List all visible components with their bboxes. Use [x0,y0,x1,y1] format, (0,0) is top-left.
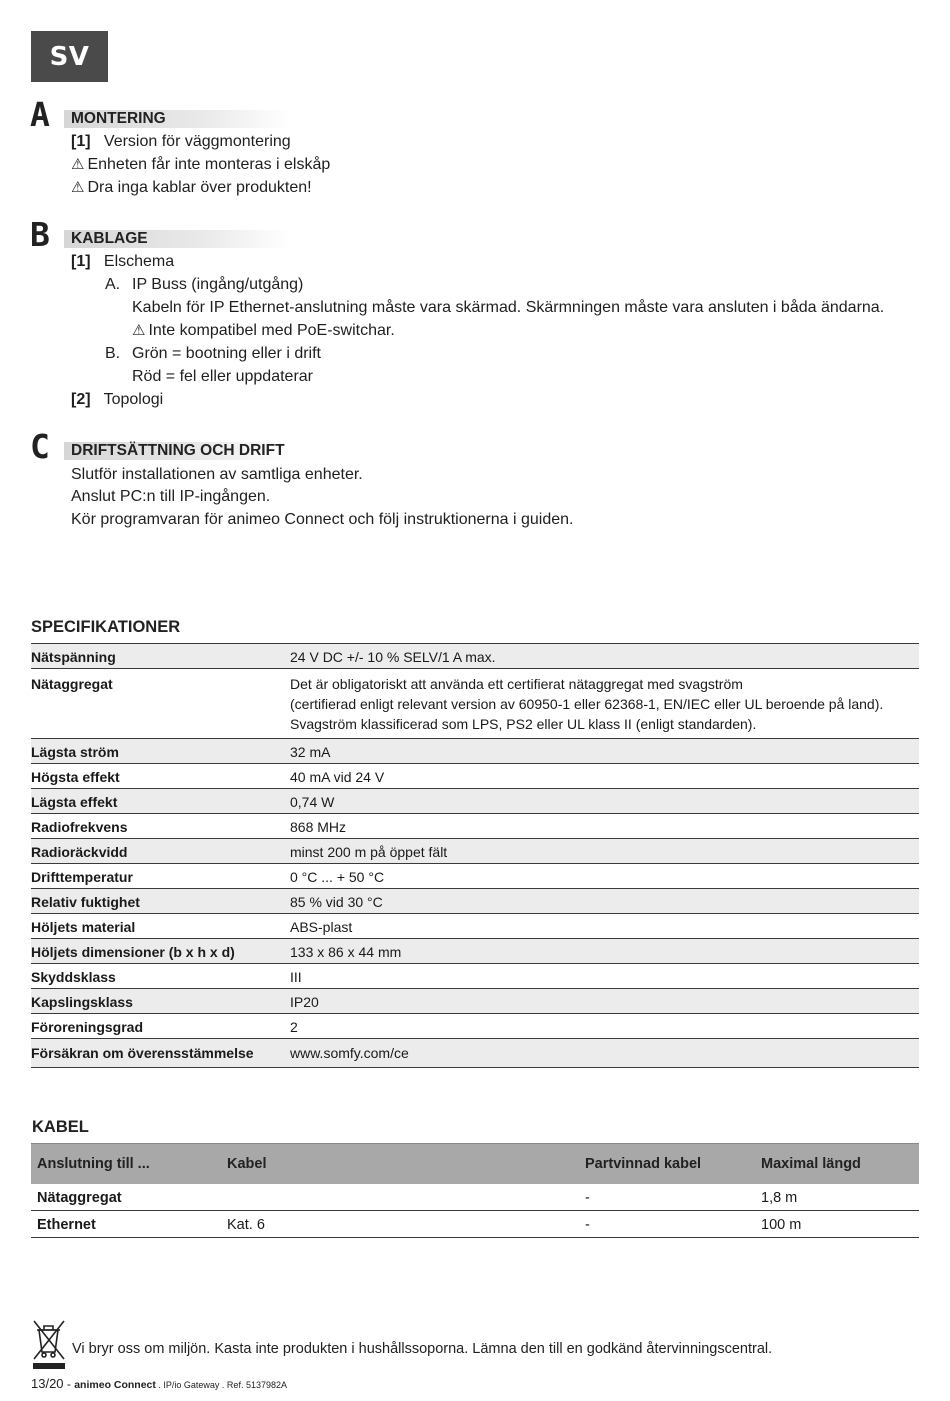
section-c-line-3: Kör programvaran för animeo Connect och följ instruktionerna i guiden. [71,511,574,528]
item-text: Elschema [103,253,175,270]
spec-key: Skyddsklass [31,964,290,989]
table-cell: Nätaggregat [31,1184,221,1211]
spec-value: 40 mA vid 24 V [290,764,919,789]
spec-key: Relativ fuktighet [31,889,290,914]
section-b-sub-a-warning [132,321,395,341]
item-text: Topologi [103,391,164,408]
language-badge: SV [31,31,108,82]
table-cell: - [579,1184,755,1211]
table-row [31,764,919,789]
table-row [31,964,919,989]
spec-value: IP20 [290,989,919,1014]
table-row [31,914,919,939]
table-cell [221,1184,579,1211]
spec-value: 0 °C ... + 50 °C [290,864,919,889]
spec-key: Radioräckvidd [31,839,290,864]
spec-key: Lägsta ström [31,739,290,764]
spec-key: Försäkran om överensstämmelse [31,1039,290,1068]
spec-value: III [290,964,919,989]
table-cell: - [579,1211,755,1238]
spec-key: Nätaggregat [31,669,290,739]
section-c-line-2: Anslut PC:n till IP-ingången. [71,488,271,505]
table-row [31,939,919,964]
spec-value: www.somfy.com/ce [290,1039,919,1068]
spec-key: Högsta effekt [31,764,290,789]
item-text: Version för väggmontering [103,133,291,150]
page-reference [31,1376,287,1391]
column-header: Partvinnad kabel [579,1144,755,1185]
table-cell: Ethernet [31,1211,221,1238]
warning-text: Inte kompatibel med PoE-switchar. [148,322,395,339]
section-a-warning-1 [71,155,330,175]
table-header-row [31,1144,919,1185]
section-a-warning-2 [71,178,312,198]
spec-key: Drifttemperatur [31,864,290,889]
weee-bin-icon [31,1318,67,1370]
product-reference: . IP/io Gateway . Ref. 5137982A [155,1380,287,1390]
section-a-item-1 [71,132,291,152]
table-row [31,644,919,669]
brand-name: animeo Connect [74,1379,156,1391]
spec-value: 24 V DC +/- 10 % SELV/1 A max. [290,644,919,669]
spec-key: Föroreningsgrad [31,1014,290,1039]
table-row [31,669,919,739]
section-b-sub-b-label: B. [105,345,121,362]
section-a-letter: A [30,95,50,134]
section-b-item-1 [71,252,174,272]
warning-icon: ⚠ [71,179,85,196]
column-header: Kabel [221,1144,579,1185]
spec-key: Nätspänning [31,644,290,669]
spec-value: ABS-plast [290,914,919,939]
table-cell: 1,8 m [755,1184,919,1211]
spec-key: Höljets dimensioner (b x h x d) [31,939,290,964]
table-row [31,789,919,814]
section-b-sub-b-line-2: Röd = fel eller uppdaterar [132,368,313,385]
warning-icon: ⚠ [71,156,85,173]
section-b-item-2 [71,390,163,410]
table-row [31,1211,919,1238]
table-row [31,864,919,889]
warning-text: Dra inga kablar över produkten! [87,179,312,196]
table-row [31,1039,919,1068]
spec-key: Lägsta effekt [31,789,290,814]
table-row [31,989,919,1014]
spec-key: Radiofrekvens [31,814,290,839]
section-b-sub-a-line-2: Kabeln för IP Ethernet-anslutning måste vara skärmad. Skärmningen måste vara ansluten i båda ändarna. [132,299,885,316]
item-number: [1] [71,253,91,270]
table-row [31,814,919,839]
section-a-title: MONTERING [64,110,291,128]
spec-value-line: Det är obligatoriskt att använda ett certifierat nätaggregat med svagström [290,676,743,692]
table-row [31,1184,919,1211]
table-cell: 100 m [755,1211,919,1238]
spec-value: 85 % vid 30 °C [290,889,919,914]
warning-icon: ⚠ [132,322,146,339]
environment-notice: Vi bryr oss om miljön. Kasta inte produkten i hushållssoporna. Lämna den till en godkänd återvinningscentral. [72,1341,773,1357]
section-c-letter: C [30,427,50,466]
spec-value: 133 x 86 x 44 mm [290,939,919,964]
item-number: [1] [71,133,91,150]
column-header: Anslutning till ... [31,1144,221,1185]
spec-value-line: Svagström klassificerad som LPS, PS2 eller UL klass II (enligt standarden). [290,716,757,732]
item-number: [2] [71,391,91,408]
spec-value-line: (certifierad enligt relevant version av 60950-1 eller 62368-1, EN/IEC eller UL beroende på land). [290,696,884,712]
section-b-title: KABLAGE [64,230,291,248]
page-number: 13/20 [31,1376,64,1391]
section-c-line-1: Slutför installationen av samtliga enheter. [71,466,363,483]
spec-key: Kapslingsklass [31,989,290,1014]
specifications-table [31,643,919,1068]
table-row [31,739,919,764]
specifications-title: SPECIFIKATIONER [31,618,181,636]
spec-value: 868 MHz [290,814,919,839]
kabel-table [31,1143,919,1238]
spec-value: minst 200 m på öppet fält [290,839,919,864]
section-c-title: DRIFTSÄTTNING OCH DRIFT [64,442,291,460]
table-cell: Kat. 6 [221,1211,579,1238]
spec-value: 0,74 W [290,789,919,814]
separator: - [63,1377,75,1391]
section-b-sub-b-line-1: Grön = bootning eller i drift [132,345,321,362]
table-row [31,889,919,914]
spec-value: 2 [290,1014,919,1039]
column-header: Maximal längd [755,1144,919,1185]
section-b-sub-a-label: A. [105,276,121,293]
table-row [31,839,919,864]
spec-key: Höljets material [31,914,290,939]
section-b-letter: B [30,215,50,254]
table-row [31,1014,919,1039]
spec-value [290,669,919,739]
kabel-title: KABEL [32,1118,89,1136]
warning-text: Enheten får inte monteras i elskåp [87,156,331,173]
spec-value: 32 mA [290,739,919,764]
section-b-sub-a-line-1: IP Buss (ingång/utgång) [132,276,304,293]
